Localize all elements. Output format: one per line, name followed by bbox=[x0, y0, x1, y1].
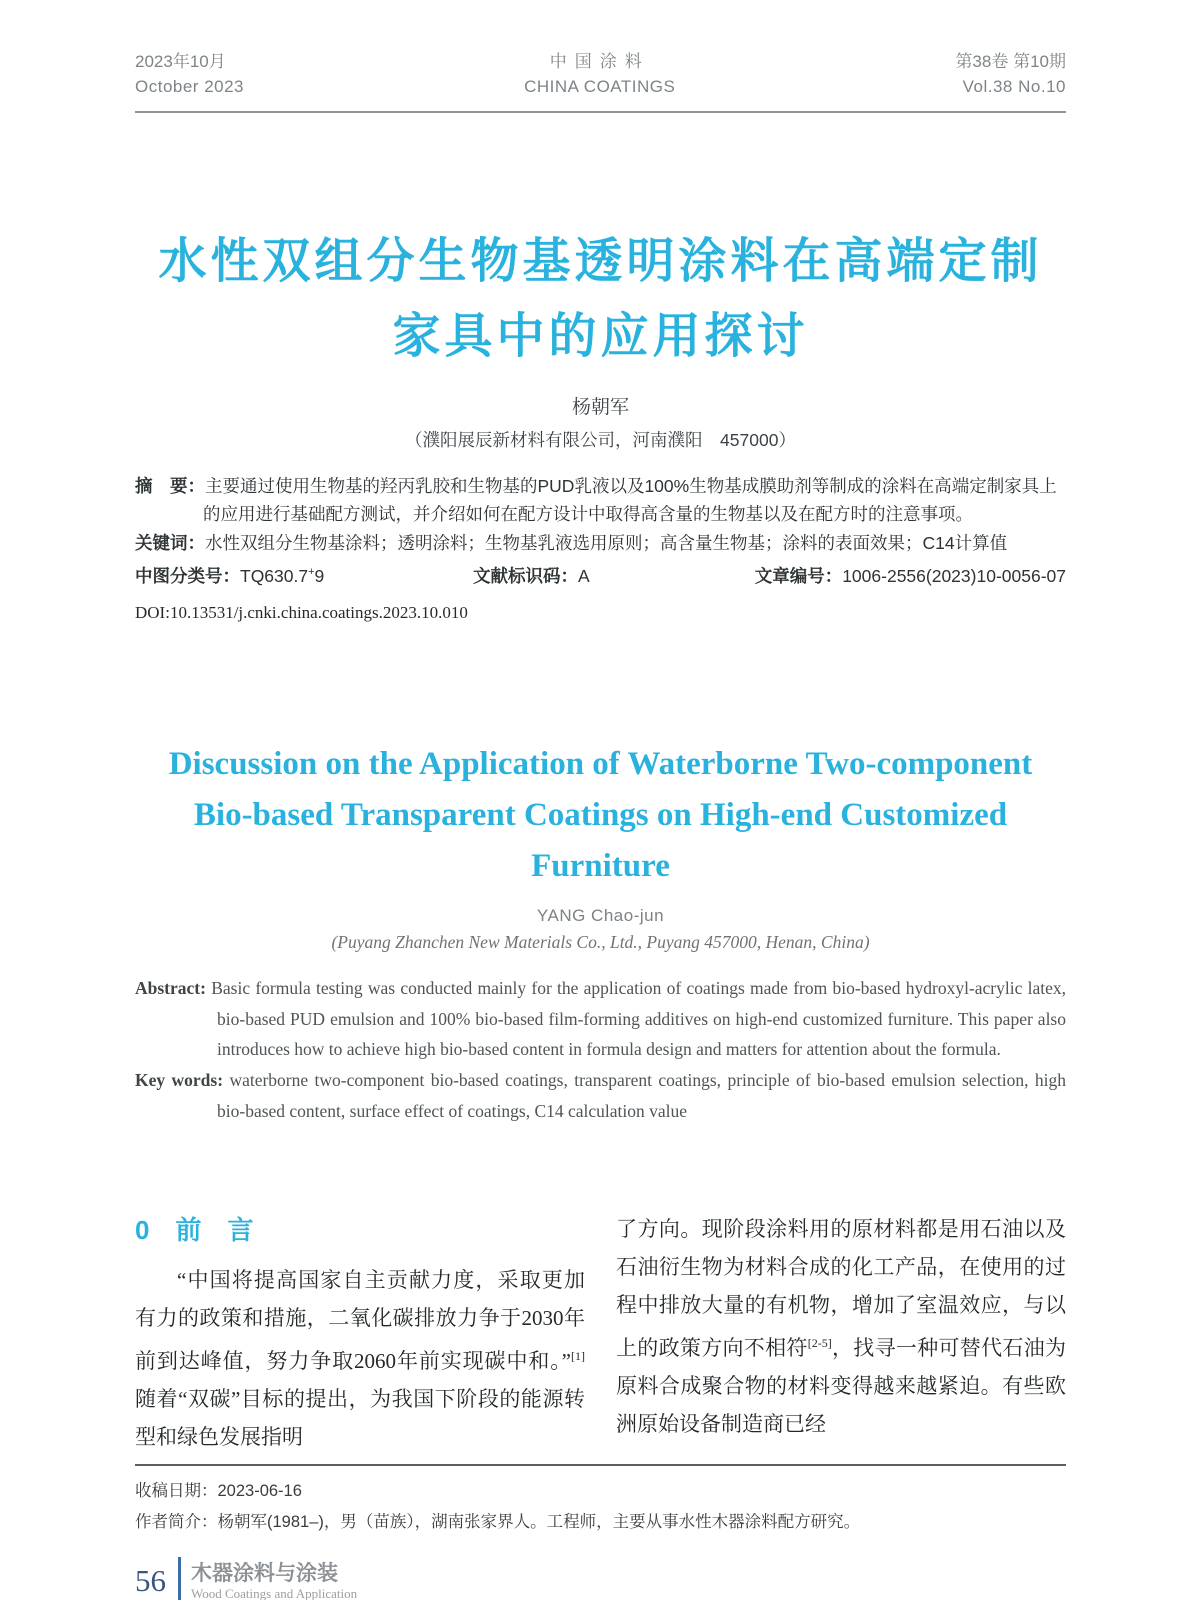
footnote-block bbox=[135, 1464, 1066, 1537]
received-date-value: 2023-06-16 bbox=[217, 1482, 302, 1501]
header-issue-date bbox=[135, 50, 244, 99]
page-footer bbox=[135, 1557, 1066, 1600]
body-column-left bbox=[135, 1210, 585, 1456]
body-paragraph-right bbox=[616, 1210, 1066, 1443]
header-date-zh: 2023年10月 bbox=[135, 52, 226, 71]
received-date-line bbox=[135, 1476, 1066, 1507]
header-volume-issue bbox=[955, 50, 1066, 99]
author-name-en: YANG Chao-jun bbox=[536, 906, 665, 926]
header-volume-zh: 第38卷 第10期 bbox=[955, 52, 1066, 71]
header-journal-name bbox=[524, 50, 675, 99]
article-title-en-line3: Furniture bbox=[531, 847, 670, 884]
clc-tail: 9 bbox=[314, 566, 325, 587]
affiliation-zh: （濮阳展辰新材料有限公司，河南濮阳 457000） bbox=[405, 430, 796, 451]
footer-column-zh: 木器涂料与涂装 bbox=[191, 1561, 338, 1585]
body-column-right bbox=[616, 1210, 1066, 1456]
clc-value: TQ630.7 bbox=[240, 566, 309, 587]
citation-ref-1: [1] bbox=[571, 1349, 585, 1364]
body-right-text2: ，找寻一种可替代石油为原料合成聚合物的材料变得越来越紧迫。有些欧洲原始设备制造商已经 bbox=[616, 1336, 1067, 1437]
article-title-en-line2: Bio-based Transparent Coatings on High-end Customized bbox=[193, 796, 1008, 833]
header-date-en: October 2023 bbox=[135, 76, 245, 96]
abstract-zh-text: 主要通过使用生物基的羟丙乳胶和生物基的PUD乳液以及100%生物基成膜助剂等制成的涂料在高端定制家具上的应用进行基础配方测试，并介绍如何在配方设计中取得高含量的生物基以及在配方时的注意事项。 bbox=[203, 476, 1057, 525]
header-journal-zh: 中国涂料 bbox=[549, 52, 650, 71]
footer-column-en: Wood Coatings and Application bbox=[191, 1586, 358, 1600]
article-id bbox=[755, 562, 1066, 590]
abstract-en-text: Basic formula testing was conducted mainly for the application of coatings made from bio-based hydroxyl-acrylic latex, bio-based PUD emulsion and 100% bio-based film-forming additives on high-end customized furniture. This paper also introduces how to achieve high bio-based content in formula design and matters for attention about the formula. bbox=[211, 978, 1066, 1060]
citation-ref-2-5: [2-5] bbox=[807, 1336, 832, 1351]
keywords-zh-text: 水性双组分生物基涂料；透明涂料；生物基乳液选用原则；高含量生物基；涂料的表面效果；C14计算值 bbox=[205, 532, 1008, 553]
body-columns bbox=[135, 1210, 1066, 1456]
footer-column-title bbox=[191, 1561, 357, 1600]
abstract-zh bbox=[135, 472, 1066, 529]
affiliation-en: (Puyang Zhanchen New Materials Co., Ltd., Puyang 457000, Henan, China) bbox=[331, 932, 870, 953]
article-title-zh-line2: 家具中的应用探讨 bbox=[392, 309, 809, 363]
author-bio-line bbox=[135, 1507, 1066, 1538]
classification-row bbox=[135, 562, 1066, 591]
received-date-label: 收稿日期： bbox=[135, 1482, 218, 1501]
abstract-zh-label: 摘 要： bbox=[135, 476, 205, 497]
article-title-en-line1: Discussion on the Application of Waterborne Two-component bbox=[168, 745, 1033, 782]
clc-label: 中图分类号： bbox=[135, 566, 240, 587]
keywords-zh bbox=[135, 529, 1066, 557]
doi: DOI:10.13531/j.cnki.china.coatings.2023.10.010 bbox=[135, 603, 468, 623]
section-heading-intro: 0 前 言 bbox=[135, 1215, 254, 1246]
page-header bbox=[135, 0, 1066, 113]
abstract-en bbox=[135, 973, 1066, 1065]
document-code bbox=[473, 562, 590, 590]
header-journal-en: CHINA COATINGS bbox=[524, 76, 676, 96]
body-right-text1: 了方向。现阶段涂料用的原材料都是用石油以及石油衍生物为材料合成的化工产品，在使用的过程中排放大量的有机物，增加了室温效应，与以上的政策方向不相符 bbox=[616, 1217, 1066, 1361]
article-id-value: 1006-2556(2023)10-0056-07 bbox=[842, 566, 1066, 587]
header-volume-en: Vol.38 No.10 bbox=[962, 76, 1066, 96]
document-code-value: A bbox=[578, 566, 590, 587]
article-title-zh bbox=[135, 225, 1066, 374]
document-code-label: 文献标识码： bbox=[473, 566, 578, 587]
body-left-text2: 随着“双碳”目标的提出，为我国下阶段的能源转型和绿色发展指明 bbox=[135, 1387, 585, 1450]
clc-number bbox=[135, 566, 324, 586]
article-title-en bbox=[135, 739, 1066, 892]
clc-superscript: + bbox=[308, 566, 315, 579]
author-name-zh: 杨朝军 bbox=[571, 397, 629, 419]
meta-block-zh bbox=[135, 472, 1066, 627]
page-number: 56 bbox=[135, 1563, 166, 1599]
body-left-text1: “中国将提高国家自主贡献力度，采取更加有力的政策和措施，二氧化碳排放力争于2030年前到达峰值，努力争取2060年前实现碳中和。” bbox=[135, 1268, 585, 1374]
body-paragraph-left bbox=[135, 1261, 585, 1456]
keywords-en bbox=[135, 1065, 1066, 1126]
abstract-block-en bbox=[135, 973, 1066, 1126]
author-bio-label: 作者简介： bbox=[135, 1512, 218, 1531]
article-id-label: 文章编号： bbox=[754, 566, 843, 587]
author-bio-value: 杨朝军(1981–)，男（苗族），湖南张家界人。工程师，主要从事水性木器涂料配方研究。 bbox=[217, 1512, 861, 1531]
article-title-zh-line1: 水性双组分生物基透明涂料在高端定制 bbox=[158, 235, 1043, 289]
keywords-zh-label: 关键词： bbox=[135, 532, 205, 553]
abstract-en-label: Abstract: bbox=[135, 978, 206, 999]
footer-divider-bar bbox=[178, 1557, 181, 1600]
keywords-en-text: waterborne two-component bio-based coatings, transparent coatings, principle of bio-based emulsion selection, high bio-based content, surface effect of coatings, C14 calculation value bbox=[217, 1069, 1067, 1121]
keywords-en-label: Key words: bbox=[135, 1069, 224, 1090]
